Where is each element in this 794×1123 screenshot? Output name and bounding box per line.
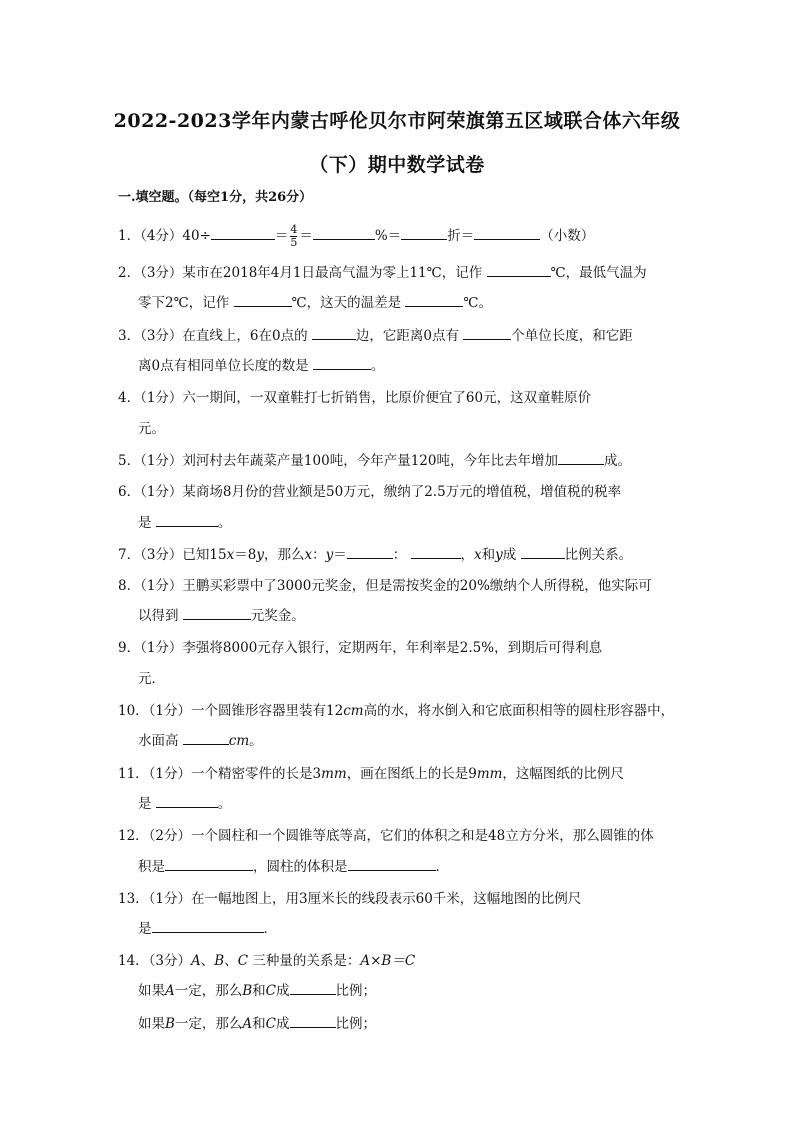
answer-blank: [405, 294, 463, 307]
question-11: 11．（1分）一个精密零件的长是3mm，画在图纸上的长是9mm，这幅图纸的比例尺: [118, 766, 624, 782]
answer-blank: [313, 357, 371, 370]
question-11-cont: 是 。: [138, 796, 232, 812]
question-5: 5．（1分）刘河村去年蔬菜产量100吨，今年产量120吨，今年比去年增加 成。: [118, 453, 631, 469]
answer-blank: [474, 227, 540, 240]
answer-blank: [156, 514, 218, 527]
question-2-cont: 零下2℃，记作 ℃，这天的温差是 ℃。: [138, 295, 493, 311]
answer-blank: [463, 327, 511, 340]
answer-blank: [401, 227, 447, 240]
question-13-cont: 是 ．: [138, 921, 277, 937]
question-7: 7．（3分）已知15x＝8y，那么x：y＝ ： ，x和y成 比例关系。: [118, 547, 633, 563]
answer-blank: [290, 1015, 336, 1028]
question-8: 8．（1分）王鹏买彩票中了3000元奖金，但是需按奖金的20%缴纳个人所得税，他实际可: [118, 578, 652, 594]
question-10-cont: 水面高 cm。: [138, 733, 263, 749]
answer-blank: [411, 546, 461, 559]
answer-blank: [521, 546, 565, 559]
document-title-line2: （下）期中数学试卷: [309, 154, 485, 176]
answer-blank: [312, 327, 356, 340]
section-heading: 一.填空题。（每空1分，共26分）: [118, 190, 313, 205]
answer-blank: [290, 982, 336, 995]
question-6: 6．（1分）某商场8月份的营业额是50万元，缴纳了2.5万元的增值税，增值税的税率: [118, 484, 622, 500]
answer-blank: [156, 795, 218, 808]
question-10: 10．（1分）一个圆锥形容器里装有12cm高的水，将水倒入和它底面积相等的圆柱形容器中，: [118, 703, 675, 719]
question-3-cont: 离0点有相同单位长度的数是 。: [138, 358, 385, 374]
question-6-cont: 是 。: [138, 515, 232, 531]
fraction: $\frac{4}{5}$: [290, 223, 298, 249]
question-14-line2: 如果A一定，那么B和C成 比例；: [138, 983, 377, 999]
question-14: 14．（3分）A、B、C 三种量的关系是：A×B＝C: [118, 953, 416, 969]
answer-blank: [347, 546, 393, 559]
answer-blank: [313, 227, 375, 240]
question-12-cont: 积是 ，圆柱的体积是 ．: [138, 859, 449, 875]
question-3: 3．（3分）在直线上，6在0点的 边，它距离0点有 个单位长度，和它距: [118, 328, 633, 344]
answer-blank: [211, 227, 275, 240]
answer-blank: [348, 858, 436, 871]
answer-blank: [152, 920, 264, 933]
answer-blank: [165, 858, 253, 871]
document-title-line1: 2022-2023学年内蒙古呼伦贝尔市阿荣旗第五区域联合体六年级: [113, 110, 681, 132]
question-4-cont: 元。: [138, 421, 165, 437]
question-12: 12．（2分）一个圆柱和一个圆锥等底等高，它们的体积之和是48立方分米，那么圆锥的体: [118, 828, 654, 844]
answer-blank: [183, 732, 229, 745]
question-13: 13．（1分）在一幅地图上，用3厘米长的线段表示60千米，这幅地图的比例尺: [118, 891, 582, 907]
question-9: 9．（1分）李强将8000元存入银行，定期两年，年利率是2.5%，到期后可得利息: [118, 640, 603, 656]
question-8-cont: 以得到 元奖金。: [138, 608, 305, 624]
answer-blank: [558, 452, 604, 465]
question-4: 4．（1分）六一期间，一双童鞋打七折销售，比原价便宜了60元，这双童鞋原价: [118, 390, 592, 406]
question-14-line3: 如果B一定，那么A和C成 比例；: [138, 1016, 377, 1032]
answer-blank: [487, 264, 551, 277]
question-1: 1．（4分）40÷ ＝ $\frac{4}{5}$ ＝ %＝ 折＝ （小数）: [118, 223, 595, 249]
answer-blank: [183, 607, 251, 620]
question-9-cont: 元．: [138, 671, 165, 687]
question-2: 2．（3分）某市在2018年4月1日最高气温为零上11℃，记作 ℃，最低气温为: [118, 265, 647, 281]
answer-blank: [234, 294, 292, 307]
